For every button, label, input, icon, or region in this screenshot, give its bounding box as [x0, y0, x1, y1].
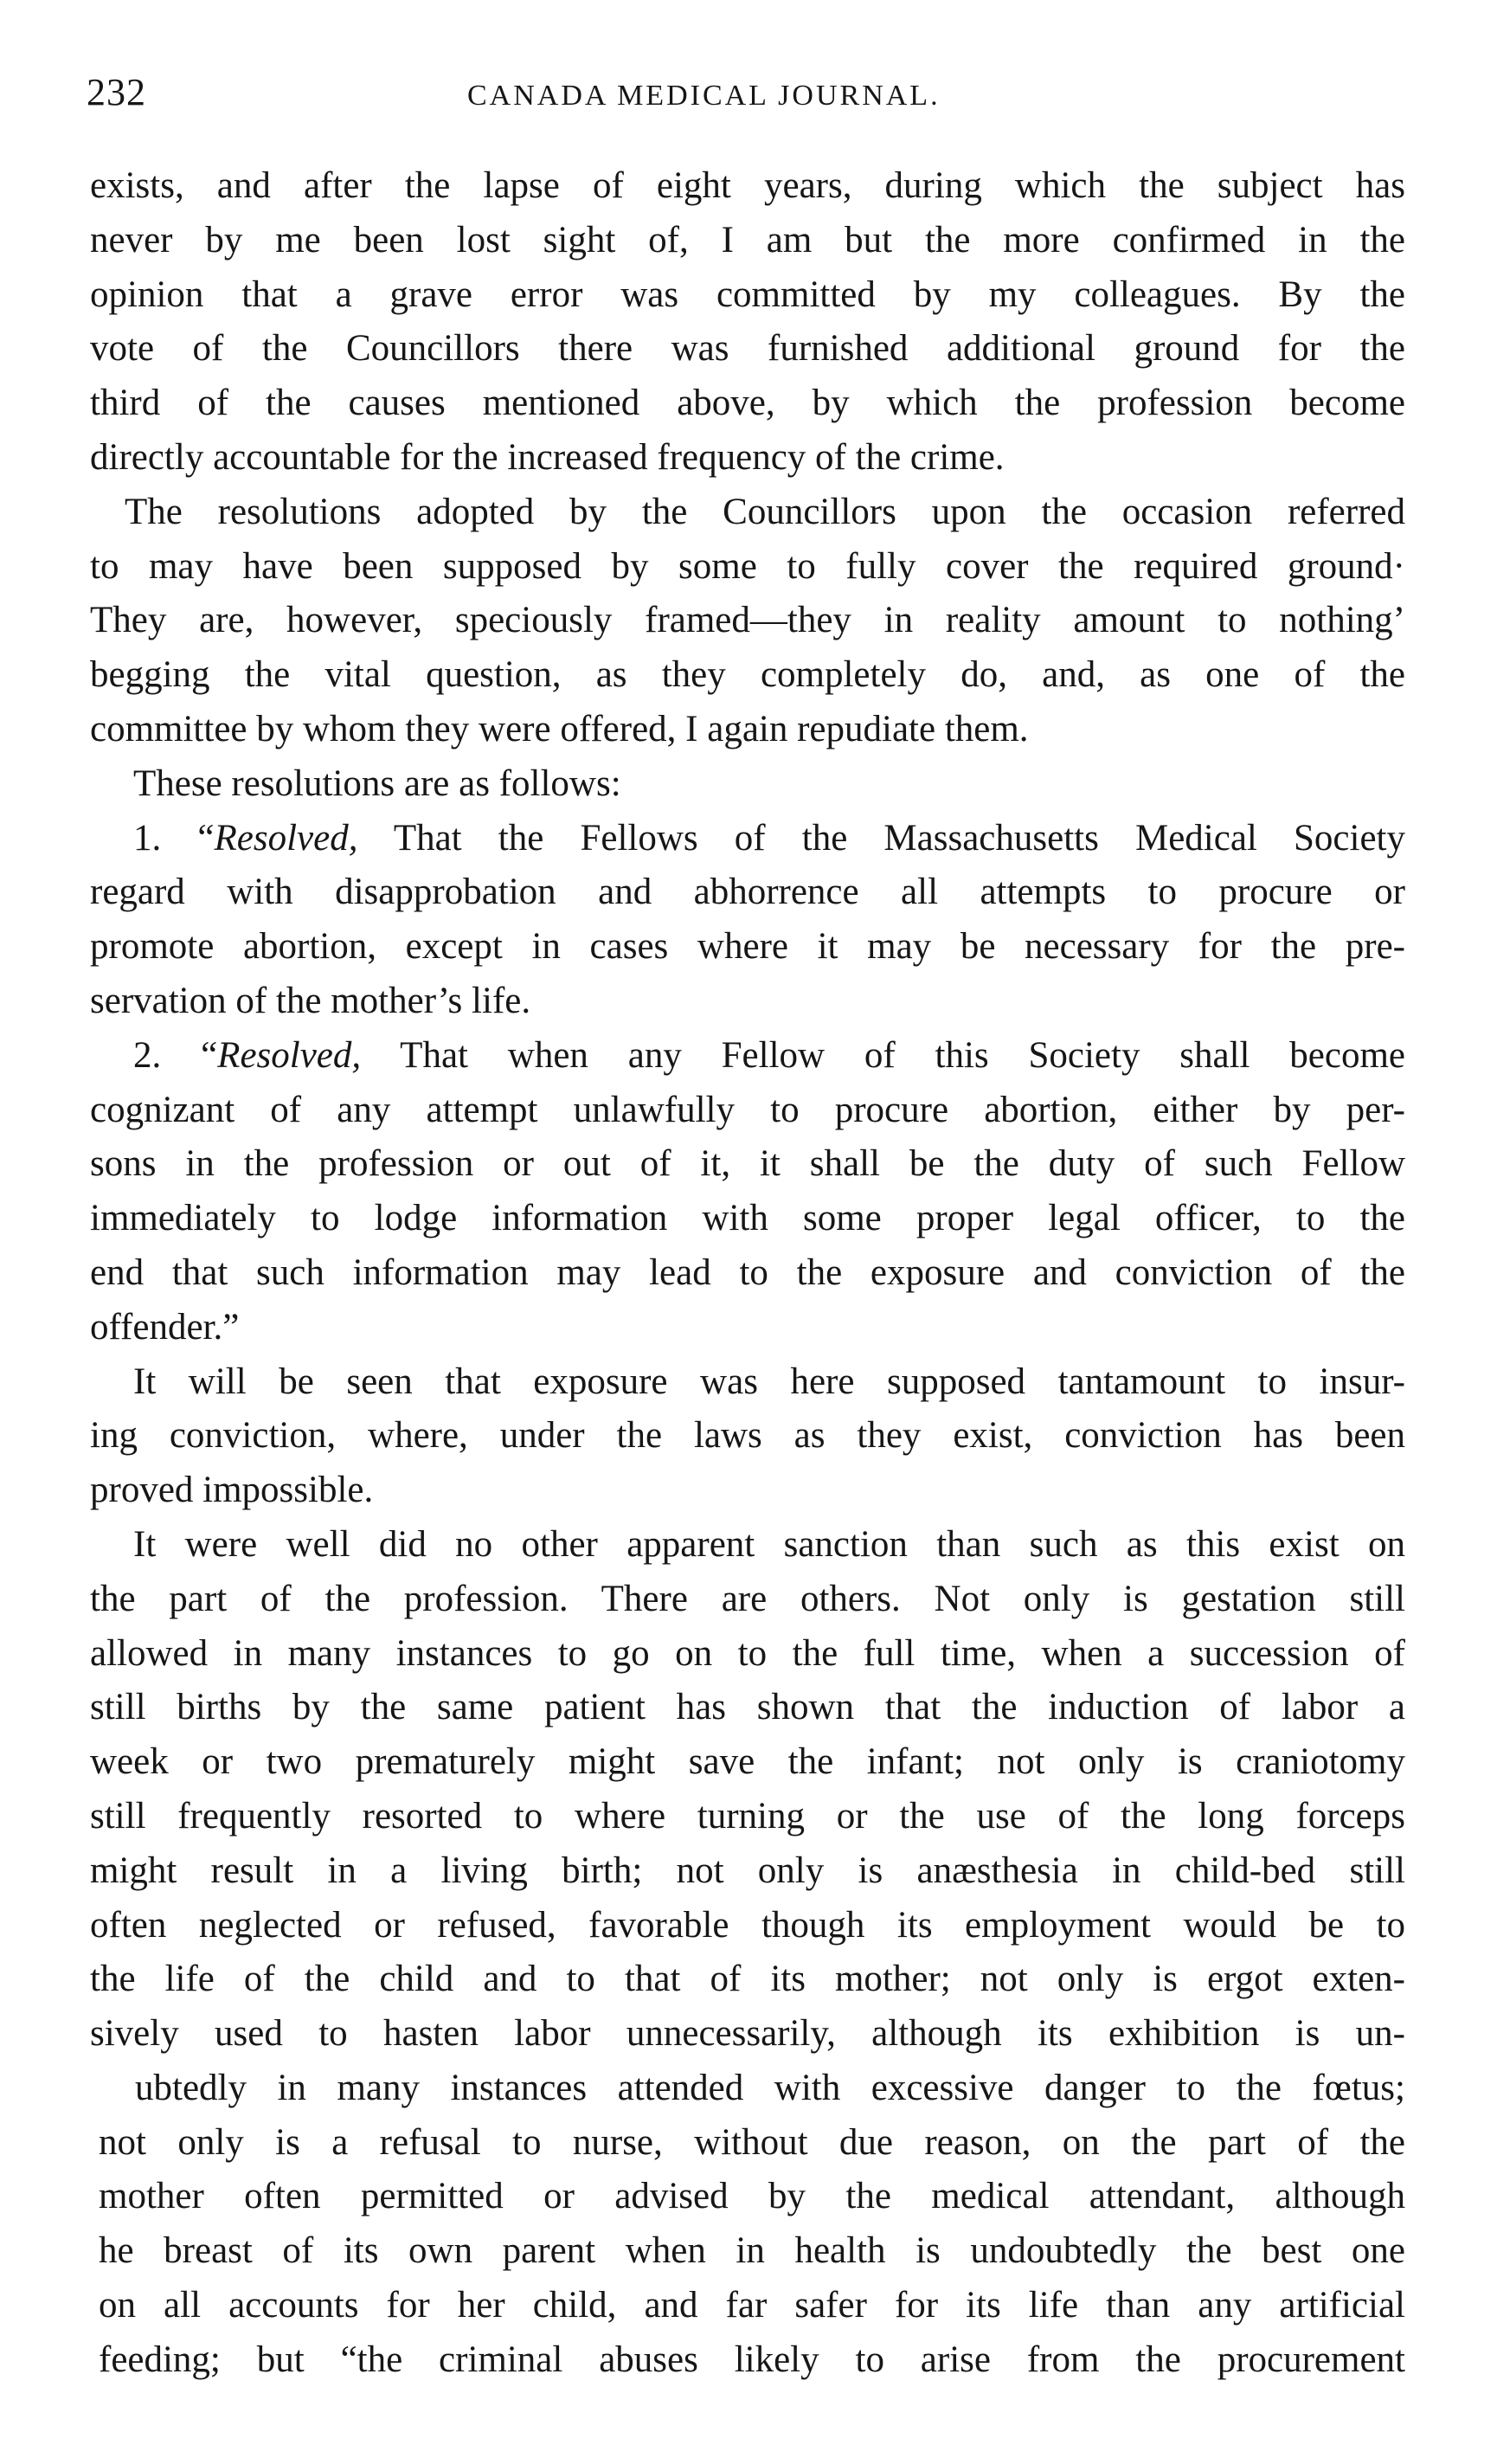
text-line: still frequently resorted to where turning or the use of the long forceps	[90, 1795, 1405, 1837]
text-line: opinion that a grave error was committed by my colleagues. By the	[90, 273, 1405, 315]
resolved-word: Resolved,	[217, 1034, 362, 1076]
resolution-1-first-line	[90, 812, 1405, 866]
text-line: directly accountable for the increased frequency of the crime.	[90, 436, 1005, 478]
resolution-number: 1.	[133, 817, 162, 859]
running-head	[87, 62, 1402, 123]
text-line: proved impossible.	[90, 1470, 374, 1511]
text-line: feeding; but “the criminal abuses likely to arise from the procurement	[99, 2339, 1405, 2380]
page-number: 232	[87, 71, 146, 113]
text-line: third of the causes mentioned above, by which the profession become	[90, 383, 1405, 424]
text-line: ing conviction, where, under the laws as they exist, conviction has been	[90, 1415, 1405, 1457]
text-line: mother often permitted or advised by the medical attendant, although	[99, 2176, 1405, 2217]
text-line: It will be seen that exposure was here supposed tantamount to insur-	[133, 1361, 1405, 1402]
text-line: on all accounts for her child, and far safer for its life than any artificial	[99, 2285, 1405, 2326]
body-text	[90, 159, 1405, 2388]
text-line: ubtedly in many instances attended with excessive danger to the fœtus;	[135, 2067, 1405, 2108]
text-line: They are, however, speciously framed—they in reality amount to nothing’	[90, 600, 1405, 641]
text-line: allowed in many instances to go on to the full time, when a succession of	[90, 1632, 1405, 1674]
text-line: committee by whom they were offered, I again repudiate them.	[90, 708, 1029, 749]
text-line: promote abortion, except in cases where it may be necessary for the pre-	[90, 926, 1405, 968]
text-line: to may have been supposed by some to fully cover the required ground·	[90, 545, 1405, 587]
journal-title: CANADA MEDICAL JOURNAL.	[467, 80, 941, 112]
text-line: servation of the mother’s life.	[90, 980, 531, 1021]
text-line: the life of the child and to that of its mother; not only is ergot exten-	[90, 1959, 1405, 2000]
text-line: the part of the profession. There are others. Not only is gestation still	[90, 1578, 1405, 1619]
text-line: not only is a refusal to nurse, without due reason, on the part of the	[99, 2121, 1405, 2163]
text-line: might result in a living birth; not only is anæsthesia in child-bed still	[90, 1850, 1405, 1891]
text-line: he breast of its own parent when in health is undoubtedly the best one	[99, 2230, 1405, 2272]
resolution-2-first-line	[90, 1029, 1405, 1084]
text-line: cognizant of any attempt unlawfully to procure abortion, either by per-	[90, 1089, 1405, 1130]
text-line: often neglected or refused, favorable though its employment would be to	[90, 1904, 1405, 1946]
text-line: The resolutions adopted by the Councillors upon the occasion referred	[125, 491, 1405, 532]
resolved-word: Resolved,	[214, 817, 358, 859]
text-line: offender.”	[90, 1306, 240, 1348]
text-line: begging the vital question, as they completely do, and, as one of the	[90, 654, 1405, 696]
text-line: regard with disapprobation and abhorrence all attempts to procure or	[90, 872, 1405, 913]
resolution-number: 2.	[133, 1034, 162, 1076]
text-line: sons in the profession or out of it, it shall be the duty of such Fellow	[90, 1143, 1405, 1185]
text-line: exists, and after the lapse of eight years, during which the subject has	[90, 165, 1405, 206]
text-line: never by me been lost sight of, I am but the more confirmed in the	[90, 219, 1405, 261]
text-line: end that such information may lead to the exposure and conviction of the	[90, 1251, 1405, 1293]
resolution-text: That when any Fellow of this Society shall become	[400, 1034, 1406, 1076]
text-line: It were well did no other apparent sanction than such as this exist on	[133, 1523, 1405, 1565]
open-quote: “	[201, 1034, 218, 1076]
text-line: still births by the same patient has shown that the induction of labor a	[90, 1687, 1405, 1728]
text-line: These resolutions are as follows:	[133, 762, 621, 804]
text-line: vote of the Councillors there was furnished additional ground for the	[90, 328, 1405, 370]
open-quote: “	[197, 817, 215, 859]
text-line: sively used to hasten labor unnecessarily, although its exhibition is un-	[90, 2013, 1405, 2055]
text-line: week or two prematurely might save the infant; not only is craniotomy	[90, 1741, 1405, 1783]
text-line: immediately to lodge information with some proper legal officer, to the	[90, 1198, 1405, 1239]
resolution-text: That the Fellows of the Massachusetts Medical Society	[393, 817, 1405, 859]
